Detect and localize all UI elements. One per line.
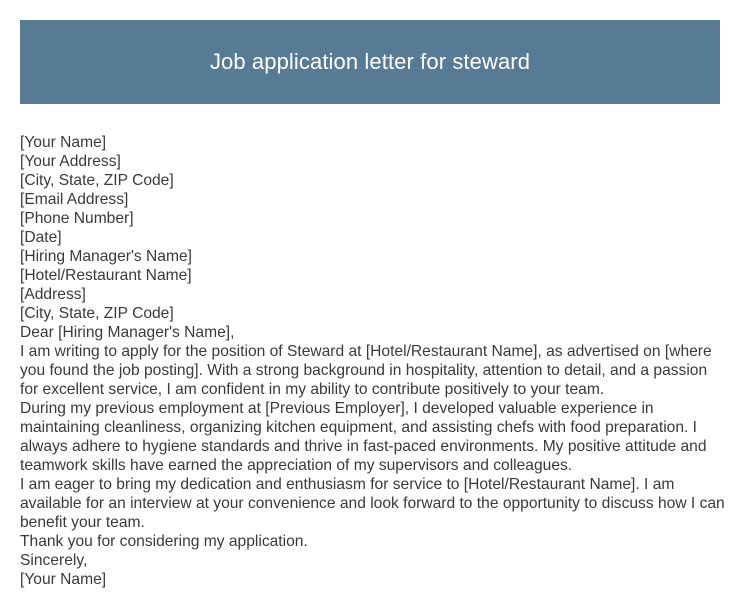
body-paragraph-interest: I am eager to bring my dedication and enthusiasm for service to [Hotel/Restaurant Name]. I am available for an interview at your convenience and look forward to the opportunity to discuss how I can benefit your team. <box>20 476 725 531</box>
page-title: Job application letter for steward <box>209 49 531 74</box>
letter-body <box>20 133 726 589</box>
header-banner <box>20 20 720 104</box>
recipient-name: [Hiring Manager's Name] <box>20 248 192 265</box>
sender-email: [Email Address] <box>20 191 129 208</box>
recipient-city-state-zip: [City, State, ZIP Code] <box>20 305 174 322</box>
closing: Sincerely, <box>20 552 88 569</box>
signature: [Your Name] <box>20 571 107 588</box>
body-paragraph-thanks: Thank you for considering my application. <box>20 533 308 550</box>
recipient-company: [Hotel/Restaurant Name] <box>20 267 192 284</box>
body-paragraph-experience: During my previous employment at [Previous Employer], I developed valuable experience in maintaining cleanliness, organizing kitchen equipment, and assisting chefs with food preparation. I always adhere to hygiene standards and thrive in fast-paced environments. My positive attitude and teamwork skills have earned the appreciation of my supervisors and colleagues. <box>20 400 707 474</box>
salutation: Dear [Hiring Manager's Name], <box>20 324 235 341</box>
recipient-address: [Address] <box>20 286 86 303</box>
sender-city-state-zip: [City, State, ZIP Code] <box>20 172 174 189</box>
sender-phone: [Phone Number] <box>20 210 134 227</box>
sender-name: [Your Name] <box>20 134 107 151</box>
sender-address: [Your Address] <box>20 153 121 170</box>
body-paragraph-intro: I am writing to apply for the position of Steward at [Hotel/Restaurant Name], as advertised on [where you found the job posting]. With a strong background in hospitality, attention to detail, and a passion for excellent service, I am confident in my ability to contribute positively to your team. <box>20 343 712 398</box>
letter-date: [Date] <box>20 229 62 246</box>
